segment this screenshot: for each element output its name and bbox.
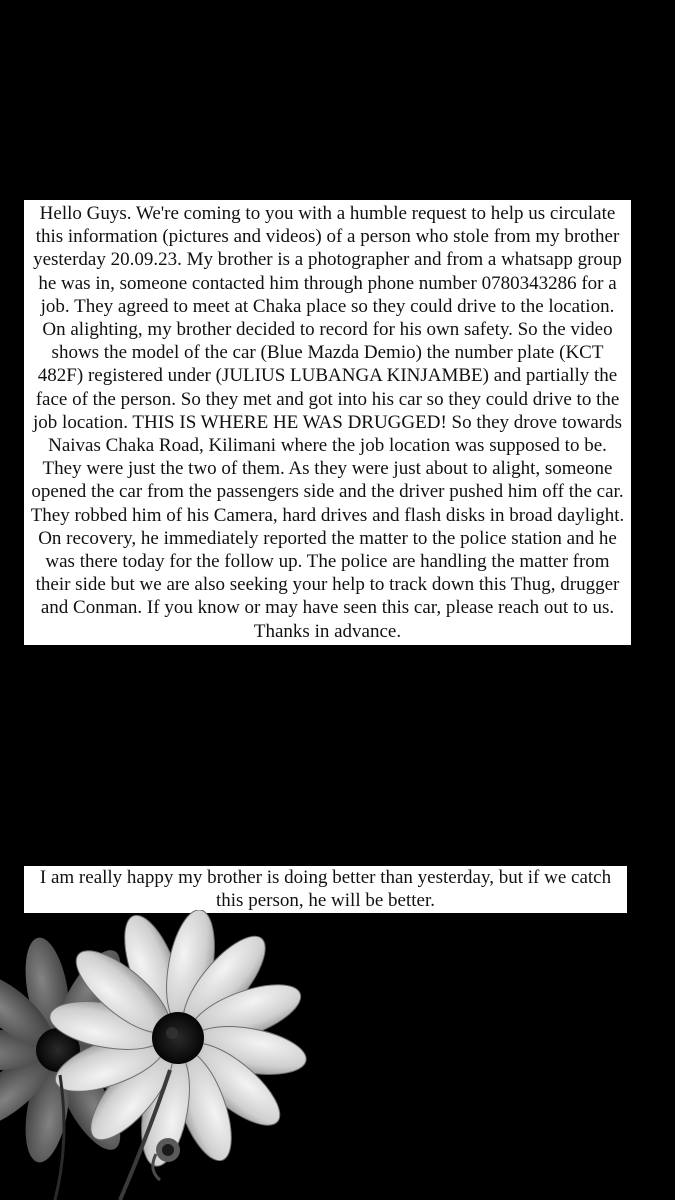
main-message-text: Hello Guys. We're coming to you with a humble request to help us circulate this information (pictures and videos) of a person who stole from my brother yesterday 20.09.23. My brother is a photographer and from a whatsapp group he was in, someone contacted him through phone number 0780343286 for a job. They agreed to meet at Chaka place so they could drive to the location. On alighting, my brother decided to record for his own safety. So the video shows the model of the car (Blue Mazda Demio) the number plate (KCT 482F) registered under (JULIUS LUBANGA KINJAMBE) and partially the face of the person. So they met and got into his car so they could drive to the job location. THIS IS WHERE HE WAS DRUGGED! So they drove towards Naivas Chaka Road, Kilimani where the job location was supposed to be. They were just the two of them. As they were just about to alight, someone opened the car from the passengers side and the driver pushed him off the car. They robbed him of his Camera, hard drives and flash disks in broad daylight. On recovery, he immediately reported the matter to the police station and he was there today for the follow up. The police are handling the matter from their side but we are also seeking your help to track down this Thug, drugger and Conman. If you know or may have seen this car, please reach out to us. Thanks in advance. (30, 203, 625, 642)
daisy-flower-image (0, 910, 330, 1200)
follow-up-message-text: I am really happy my brother is doing better than yesterday, but if we catch this person, he will be better. (39, 867, 612, 912)
follow-up-message-box (24, 866, 627, 913)
main-message-box (24, 200, 631, 645)
